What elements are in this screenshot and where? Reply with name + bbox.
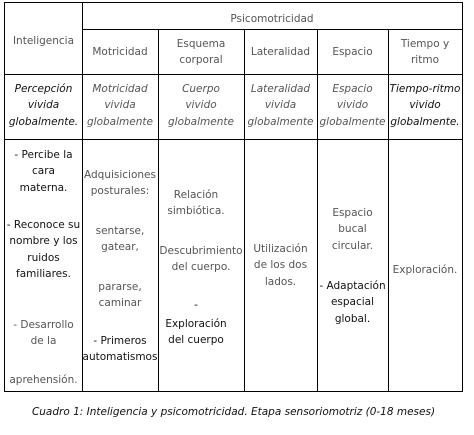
cell-espacio-vivido: Espacio vivido globalmente [319,83,386,128]
cell-adquisiciones: Adquisiciones posturales: [84,169,156,198]
cell-cuerpo-vivido: Cuerpo vivido globalmente [168,83,234,128]
header-inteligencia: Inteligencia [12,35,75,47]
psychomotor-table [4,2,463,392]
cell-lateralidad-vivida: Lateralidad vivida globalmente [247,83,314,128]
cell-relacion-simbiotica: Relación simbiótica. [167,189,225,218]
cell-tiempo-ritmo-vivido: Tiempo-ritmo vivido globalmente. [389,83,461,128]
cell-exploracion-cuerpo: Exploración del cuerpo [165,318,227,347]
cell-espacio-bucal: Espacio bucal circular. [331,207,374,252]
cell-aprehension: aprehensión. [9,374,78,386]
table-caption: Cuadro 1: Inteligencia y psicomotricidad. Etapa sensoriomotriz (0-18 meses) [31,406,436,418]
cell-descubrimiento: Descubrimiento del cuerpo. [159,245,243,274]
cell-utilizacion: Utilización de los dos lados. [253,243,308,288]
cell-dash: - [194,299,198,311]
cell-percibe-cara: - Percibe la cara materna. [14,149,73,194]
header-espacio: Espacio [332,46,373,58]
header-motricidad: Motricidad [92,46,148,58]
cell-adaptacion-espacial: - Adaptación espacial global. [319,280,386,325]
cell-exploracion: Exploración. [392,264,458,276]
cell-desarrollo: - Desarrollo de la [13,319,74,348]
header-psicomotricidad: Psicomotricidad [230,13,314,25]
cell-sentarse-gatear: sentarse, gatear, [95,225,145,254]
header-lateralidad: Lateralidad [250,46,311,58]
grid-line [5,74,462,75]
cell-pararse-caminar: pararse, caminar [98,281,142,310]
header-esquema-corporal: Esquema corporal [176,38,226,67]
cell-percepcion: Percepción vivida globalmente. [8,83,79,128]
cell-primeros-automatismos: - Primeros automatismos [82,335,158,364]
grid-line [82,29,462,30]
header-tiempo-ritmo: Tiempo y ritmo [400,38,450,67]
grid-line [5,139,462,140]
cell-motricidad-vivida: Motricidad vivida globalmente [87,83,153,128]
cell-reconoce-nombre: - Reconoce su nombre y los ruidos familiares. [6,219,81,280]
